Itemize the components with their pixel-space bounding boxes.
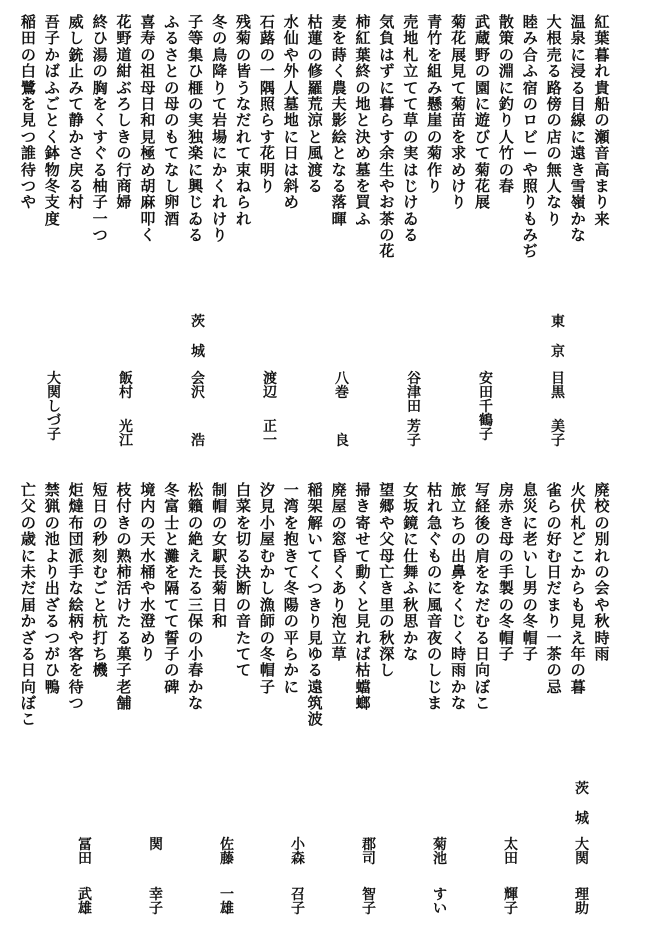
author-given-name: 正 一 [263,419,277,449]
author-prefecture: 京 [551,344,565,360]
poem-column: 望 郷 や 父 母 亡 き 里 の 秋 深 し [379,481,395,680]
author-given-name: 一 雄 [220,887,234,917]
poem-column: 白 菜 を 切 る 決 断 の 音 た て て [235,481,251,680]
author-family-name: 目 黒 [551,371,565,401]
poem-column: 枝 付 き の 熟 柿 活 け た る 菓 子 老 舗 [116,481,132,713]
author-prefecture: 城 [575,811,589,827]
author-prefecture: 東 [551,314,565,330]
author-given-name: 良 [335,433,349,449]
poem-column: 枯 蓮 の 修 羅 荒 涼 と 風 渡 る [307,13,323,195]
poem-column: 廃 屋 の 窓 昏 く あ り 泡 立 草 [331,481,347,663]
poem-column: 菊 花 展 見 て 菊 苗 を 求 め け り [451,13,467,212]
poem-column: 雀 ら の 好 む 日 だ ま り 一 茶 の 忌 [546,481,562,696]
author-given-name: 浩 [191,433,205,449]
author-family-name: 太 田 [504,837,518,867]
author-family-name: 関 [149,837,163,853]
poem-column: 残 菊 の 皆 う な だ れ て 束 ね ら れ [235,13,251,228]
author-family-name: 谷 津 田 [407,371,421,415]
poem-column: 境 内 の 天 水 桶 や 水 澄 め り [140,481,156,663]
poem-column: 亡 父 の 歳 に 未 だ 届 か ざ る 日 向 ぼ こ [20,481,36,729]
poem-column: 石 蕗 の 一 隅 照 ら す 花 明 り [259,13,275,195]
author-family-name: 大 関 [575,837,589,867]
author-given-name: 理 助 [575,887,589,917]
author-family-name: 郡 司 [362,837,376,867]
author-family-name: 菊 池 [433,837,447,867]
poem-column: 武 蔵 野 の 園 に 遊 び て 菊 花 展 [474,13,490,212]
poem-column: 子 等 集 ひ 榧 の 実 独 楽 に 興 じ ゐ る [188,13,204,245]
poem-column: 女 坂 鏡 に 仕 舞 ふ 秋 思 か な [403,481,419,663]
poem-column: 威 し 銃 止 み て 静 か さ 戻 る 村 [68,13,84,212]
author-given-name: 幸 子 [149,887,163,917]
author-name: 安 田 千 鶴 子 [479,371,493,443]
poem-column: 冬 の 鳥 降 り て 岩 場 に か く れ け り [212,13,228,245]
author-family-name: 冨 田 [78,837,92,867]
author-family-name: 小 森 [291,837,305,867]
poem-column: 火 伏 札 ど こ か ら も 見 え 年 の 暮 [570,481,586,696]
poem-column: 紅 葉 暮 れ 貴 船 の 瀬 音 高 ま り 来 [594,13,610,228]
poem-column: 終 ひ 湯 の 胸 を く す ぐ る 柚 子 一 つ [92,13,108,245]
author-given-name: 智 子 [362,887,376,917]
poem-column: 枯 れ 急 ぐ も の に 風 音 夜 の し じ ま [427,481,443,713]
author-given-name: 輝 子 [504,887,518,917]
author-family-name: 佐 藤 [220,837,234,867]
poem-column: 稲 田 の 白 鷺 を 見 つ 誰 待 つ や [20,13,36,212]
author-given-name: 光 江 [119,419,133,449]
poem-column: 房 赤 き 母 の 手 製 の 冬 帽 子 [498,481,514,663]
poem-column: 冬 富 士 と 灘 を 隔 て て 誓 子 の 碑 [164,481,180,696]
poem-column: 旅 立 ち の 出 鼻 を く じ く 時 雨 か な [451,481,467,713]
author-given-name: 召 子 [291,887,305,917]
poem-column: 喜 寿 の 祖 母 日 和 見 極 め 胡 麻 叩 く [140,13,156,245]
author-family-name: 渡 辺 [263,371,277,401]
poem-column: 花 野 道 紺 ぶ ろ し き の 行 商 婦 [116,13,132,212]
poem-column: 松 籟 の 絶 え た る 三 保 の 小 春 か な [188,481,204,713]
poem-column: 散 策 の 淵 に 釣 り 人 竹 の 春 [498,13,514,195]
author-given-name: す い [433,887,447,917]
author-name: 大 関 し づ 子 [47,371,61,443]
poem-column: ふ る さ と の 母 の も て な し 卵 酒 [164,13,180,228]
poem-column: 短 日 の 秒 刻 む ご と 杭 打 ち 機 [92,481,108,680]
poem-column: 稲 架 解 い て く つ き り 見 ゆ る 遠 筑 波 [307,481,323,729]
poem-column: 青 竹 を 組 み 懸 崖 の 菊 作 り [427,13,443,195]
author-prefecture: 城 [191,344,205,360]
poem-column: 麦 を 蒔 く 農 夫 影 絵 と な る 落 暉 [331,13,347,228]
poem-column: 睦 み 合 ふ 宿 の ロ ビ ー や 照 り も み ぢ [522,13,538,261]
author-given-name: 武 雄 [78,887,92,917]
poem-column: 吾 子 か ば ふ ご と く 鉢 物 冬 支 度 [44,13,60,228]
poem-column: 売 地 札 立 て て 草 の 実 は じ け ゐ る [403,13,419,245]
poem-column: 大 根 売 る 路 傍 の 店 の 無 人 な り [546,13,562,228]
author-prefecture: 茨 [575,781,589,797]
poem-column: 汐 見 小 屋 む か し 漁 師 の 冬 帽 子 [259,481,275,696]
poem-column: 気 負 は ず に 暮 ら す 余 生 や お 茶 の 花 [379,13,395,261]
author-family-name: 飯 村 [119,371,133,401]
poem-column: 温 泉 に 浸 る 目 線 に 遠 き 雪 嶺 か な [570,13,586,245]
poem-column: 一 湾 を 抱 き て 冬 陽 の 平 ら か に [283,481,299,696]
author-prefecture: 茨 [191,314,205,330]
poem-column: 掃 き 寄 せ て 動 く と 見 れ ば 枯 蟷 螂 [355,481,371,713]
poem-column: 水 仙 や 外 人 墓 地 に 日 は 斜 め [283,13,299,212]
author-given-name: 芳 子 [407,419,421,449]
poem-column: 炬 燵 布 団 派 手 な 絵 柄 や 客 を 待 つ [68,481,84,713]
poem-column: 息 災 に 老 い し 男 の 冬 帽 子 [522,481,538,663]
author-family-name: 会 沢 [191,371,205,401]
poem-column: 禁 猟 の 池 よ り 出 ざ る つ が ひ 鴨 [44,481,60,696]
poem-column: 写 経 後 の 肩 を な だ む る 日 向 ぼ こ [474,481,490,713]
author-given-name: 美 子 [551,419,565,449]
poem-column: 柿 紅 葉 終 の 地 と 決 め 墓 を 買 ふ [355,13,371,228]
poem-column: 制 帽 の 女 駅 長 菊 日 和 [212,481,228,631]
author-family-name: 八 巻 [335,371,349,401]
poem-column: 廃 校 の 別 れ の 会 や 秋 時 雨 [594,481,610,663]
